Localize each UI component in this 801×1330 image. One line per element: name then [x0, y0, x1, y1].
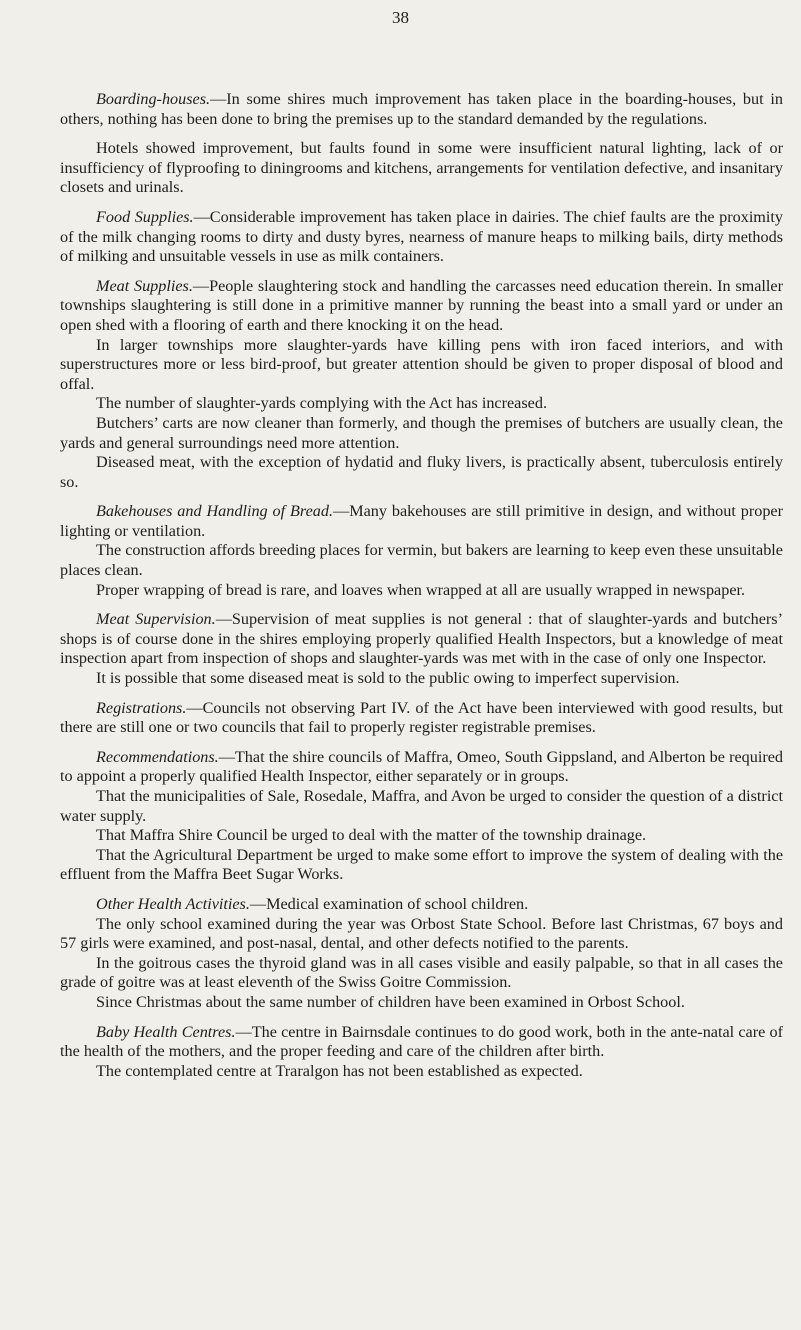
- paragraph-text: —Many bakehouses are still primitive in design, and without proper lighting or ventilation.: [60, 502, 783, 540]
- section-heading: Food Supplies.: [96, 207, 194, 226]
- paragraph-text: —Supervision of meat supplies is not general : that of slaughter-yards and butchers’ shops is of course done in the shires employing properly qualified Health Inspectors, but a knowledge of meat inspection apart from inspection of shops and slaughter-yards was met with in the case of only one Inspector.: [60, 610, 783, 668]
- paragraph: [60, 394, 783, 414]
- paragraph-text: —In some shires much improvement has taken place in the boarding-houses, but in others, nothing has been done to bring the premises up to the standard demanded by the regulations.: [60, 90, 783, 128]
- paragraph: [60, 541, 783, 580]
- paragraph-meat-supervision: [60, 610, 783, 669]
- section-heading: Meat Supervision.: [96, 610, 216, 629]
- paragraph: [60, 139, 783, 198]
- paragraph-text: —Considerable improvement has taken place in dairies. The chief faults are the proximity of the milk changing rooms to dirty and dusty byres, nearness of manure heaps to milking bails, dirty methods of milking and unsuitable vessels in use as milk containers.: [60, 207, 783, 266]
- paragraph-text: Proper wrapping of bread is rare, and loaves when wrapped at all are usually wrapped in newspaper.: [96, 580, 746, 599]
- paragraph-text: The contemplated centre at Traralgon has not been established as expected.: [96, 1061, 583, 1080]
- paragraph-baby-health-centres: [60, 1023, 783, 1062]
- section-heading: Bakehouses and Handling of Bread.: [96, 502, 334, 521]
- paragraph: [60, 787, 783, 826]
- paragraph-text: —People slaughtering stock and handling the carcasses need education therein. In smaller townships slaughtering is still done in a primitive manner by running the beast into a small yard or under an open shed with a flooring of earth and there knocking it on the head.: [60, 276, 784, 334]
- paragraph: [60, 414, 783, 453]
- paragraph-text: Since Christmas about the same number of children have been examined in Orbost School.: [96, 992, 685, 1011]
- body-text: [60, 90, 783, 1081]
- paragraph-bakehouses: [60, 502, 783, 541]
- paragraph-other-health-activities: [60, 895, 783, 915]
- paragraph-text: The construction affords breeding places for vermin, but bakers are learning to keep even these unsuitable places clean.: [60, 541, 783, 580]
- paragraph-text: That the municipalities of Sale, Rosedale, Maffra, and Avon be urged to consider the question of a district water supply.: [60, 787, 783, 825]
- paragraph: [60, 1062, 783, 1082]
- paragraph-text: That the Agricultural Department be urged to make some effort to improve the system of dealing with the effluent from the Maffra Beet Sugar Works.: [60, 845, 783, 884]
- paragraph-text: Hotels showed improvement, but faults found in some were insufficient natural lighting, lack of or insufficiency of flyproofing to diningrooms and kitchens, arrangements for ventilation defective, and insanitary closets and urinals.: [60, 139, 783, 197]
- page-number: 38: [392, 8, 409, 27]
- paragraph-text: The number of slaughter-yards complying with the Act has increased.: [96, 394, 547, 413]
- paragraph-text: In the goitrous cases the thyroid gland was in all cases visible and easily palpable, so that in all cases the grade of goitre was at least eleventh of the Swiss Goitre Commission.: [60, 953, 783, 992]
- paragraph-text: —The centre in Bairnsdale continues to do good work, both in the ante-natal care of the health of the mothers, and the proper feeding and care of the children after birth.: [60, 1022, 783, 1061]
- paragraph-text: —That the shire councils of Maffra, Omeo, South Gippsland, and Alberton be required to appoint a properly qualified Health Inspector, either separately or in groups.: [60, 747, 783, 786]
- paragraph-text: It is possible that some diseased meat is sold to the public owing to imperfect supervision.: [96, 669, 680, 688]
- paragraph: [60, 453, 783, 492]
- paragraph-text: Butchers’ carts are now cleaner than formerly, and though the premises of butchers are usually clean, the yards and general surroundings need more attention.: [60, 413, 783, 452]
- paragraph-text: —Councils not observing Part IV. of the Act have been interviewed with good results, but there are still one or two councils that fail to properly register registrable premises.: [60, 698, 783, 737]
- paragraph-boarding-houses: [60, 90, 783, 129]
- paragraph: [60, 669, 783, 689]
- paragraph: [60, 915, 783, 954]
- paragraph-text: —Medical examination of school children.: [249, 894, 529, 913]
- paragraph: [60, 336, 783, 395]
- paragraph-recommendations: [60, 748, 783, 787]
- paragraph-food-supplies: [60, 208, 783, 267]
- section-heading: Registrations.: [96, 698, 187, 717]
- paragraph: [60, 846, 783, 885]
- paragraph-text: That Maffra Shire Council be urged to deal with the matter of the township drainage.: [96, 826, 647, 845]
- section-heading: Other Health Activities.: [96, 894, 250, 913]
- paragraph-registrations: [60, 699, 783, 738]
- section-heading: Boarding-houses.: [96, 90, 211, 108]
- paragraph-meat-supplies: [60, 277, 783, 336]
- paragraph-text: Diseased meat, with the exception of hydatid and fluky livers, is practically absent, tuberculosis entirely so.: [60, 453, 783, 491]
- paragraph: [60, 826, 783, 846]
- paragraph: [60, 581, 783, 601]
- paragraph-text: In larger townships more slaughter-yards have killing pens with iron faced interiors, and with superstructures more or less bird-proof, but greater attention should be given to proper disposal of blood and offal.: [60, 335, 783, 393]
- section-heading: Recommendations.: [96, 747, 219, 766]
- paragraph-text: The only school examined during the year was Orbost State School. Before last Christmas, 67 boys and 57 girls were examined, and post-nasal, dental, and other defects notified to the parents.: [60, 914, 783, 953]
- paragraph: [60, 993, 783, 1013]
- section-heading: Meat Supplies.: [96, 276, 193, 295]
- section-heading: Baby Health Centres.: [96, 1022, 236, 1041]
- paragraph: [60, 954, 783, 993]
